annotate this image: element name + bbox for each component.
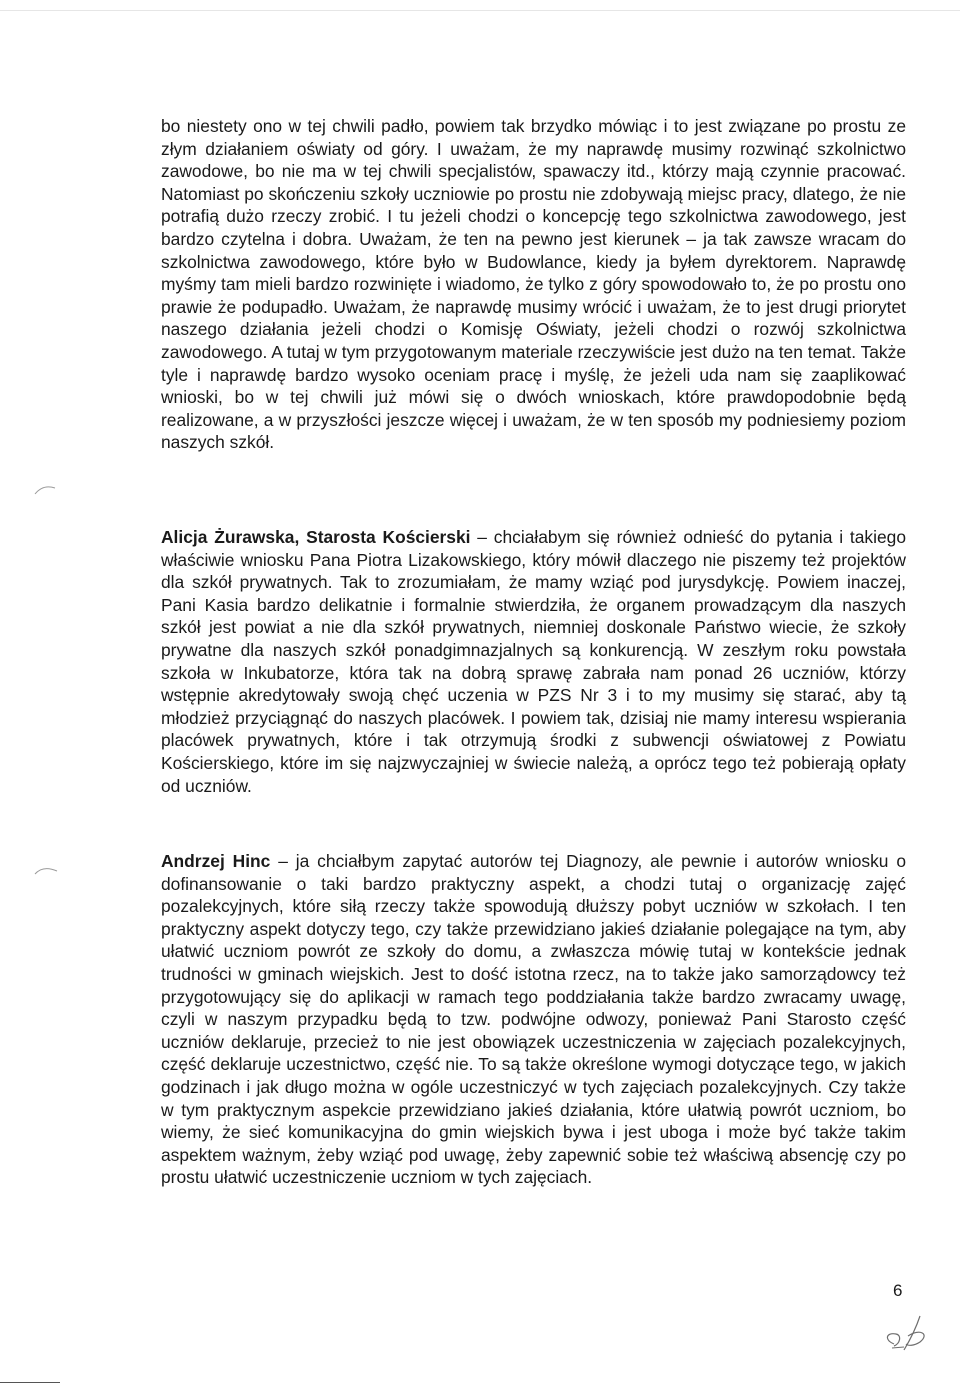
paragraph-hinc bbox=[161, 850, 906, 1189]
paragraph-text: bo niestety ono w tej chwili padło, powiem tak brzydko mówiąc i to jest związane po prostu ze złym działaniem oświaty od góry. I uważam, że my naprawdę musimy rozwinąć szkolnictwo zawodowe, bo nie ma w tej chwili specjalistów, spawaczy itd., którzy mają czynnie pracować. Natomiast po skończeniu szkoły uczniowie po prostu nie zdobywają miejsc pracy, dlatego, że nie potrafią dużo rzeczy zrobić. I tu jeżeli chodzi o koncepcję tego szkolnictwa zawodowego, jest bardzo czytelna i dobra. Uważam, że ten na pewno jest kierunek – ja tak zawsze wracam do szkolnictwa zawodowego, które było w Budowlance, kiedy ja byłem dyrektorem. Naprawdę myśmy tam mieli bardzo rozwinięte i wiadomo, że tylko z góry spowodowało to, że po prostu ono prawie że podupadło. Uważam, że naprawdę musimy wrócić i uważam, że to jest drugi priorytet naszego działania jeżeli chodzi o Komisję Oświaty, jeżeli chodzi o rozwój szkolnictwa zawodowego. A tutaj w tym przygotowanym materiale rzeczywiście jest dużo na ten temat. Także tyle i naprawdę bardzo wysoko oceniam pracę i myślę, że jeżeli uda nam się zaaplikować wnioski, bo w tej chwili już mówi się o dwóch wnioskach, które prawdopodobnie będą realizowane, a w przyszłości jeszcze więcej i uważam, że w ten sposób my podniesiemy poziom naszych szkół. bbox=[161, 116, 906, 453]
paragraph-continuation bbox=[161, 115, 906, 454]
paragraph-text: – ja chciałbym zapytać autorów tej Diagnozy, ale pewnie i autorów wniosku o dofinansowanie o taki bardzo praktyczny aspekt, a chodzi tutaj o organizację zajęć pozalekcyjnych, które siłą rzeczy także spowodują dłuższy pobyt uczniów w szkołach. I ten praktyczny aspekt dotyczy tego, czy także przewidziano jakieś działanie polegające na tym, aby ułatwić uczniom powrót ze szkoły do domu, a zwłaszcza mówię tutaj w kontekście jednak trudności w gminach wiejskich. Jest to dość istotna rzecz, na to także jako samorządowcy też przygotowujący się do aplikacji w ramach tego poddziałania także bardzo zwracamy uwagę, czyli w naszym przypadku będą to tzw. podwójne odwozy, ponieważ Pani Starosto część uczniów deklaruje, przecież to nie jest obowiązek uczestniczenia w zajęciach pozalekcyjnych, część deklaruje uczestnictwo, część nie. To są także określone wymogi dotyczące tego, w jakich godzinach i jak długo można w ogóle uczestniczyć w tych zajęciach pozalekcyjnych. Czy także w tym praktycznym aspekcie przewidziano jakieś działania, które ułatwią powrót uczniom, bo wiemy, że sieć komunikacyjna do gmin wiejskich bywa i jest uboga i może być także takim aspektem ważnym, żeby wziąć pod uwagę, żeby zapewnić sobie też właściwą absencję czy po prostu ułatwić uczestniczenie uczniom w tych zajęciach. bbox=[161, 851, 906, 1188]
handwritten-initials-icon bbox=[864, 1310, 944, 1360]
scan-top-edge bbox=[0, 10, 960, 11]
paragraph-text: – chciałabym się również odnieść do pytania i takiego właściwie wniosku Pana Piotra Lizakowskiego, który mówił dlaczego nie piszemy też projektów dla szkół prywatnych. Tak to zrozumiałam, że mamy wziąć pod jurysdykcję. Powiem inaczej, Pani Kasia bardzo delikatnie i formalnie stwierdziła, że organem prowadzącym dla naszych szkół jest powiat a nie dla szkół prywatnych, niemniej doskonale Państwo wiecie, że szkoły prywatne dla naszych szkół ponadgimnazjalnych są konkurencją. W zeszłym roku powstała szkoła w Inkubatorze, która tak na dobrą sprawę zabrała nam ponad 26 uczniów, którzy wstępnie akredytowały swoją chęć uczenia w PZS Nr 3 i to my musimy się starać, aby tą młodzież przyciągnąć do naszych placówek. I powiem tak, dzisiaj nie mamy interesu wspierania placówek prywatnych, które i tak otrzymują środki z subwencji oświatowej z Powiatu Kościerskiego, które im się najzwyczajniej w świecie należą, a oprócz tego też pobierają opłaty od uczniów. bbox=[161, 527, 906, 796]
margin-mark-icon bbox=[33, 862, 63, 882]
margin-mark-icon bbox=[33, 480, 63, 500]
speaker-name: Alicja Żurawska, Starosta Kościerski bbox=[161, 527, 471, 547]
paragraph-zurawska bbox=[161, 526, 906, 797]
page-number: 6 bbox=[893, 1281, 903, 1300]
speaker-name: Andrzej Hinc bbox=[161, 851, 271, 871]
scan-bottom-edge bbox=[0, 1382, 60, 1383]
